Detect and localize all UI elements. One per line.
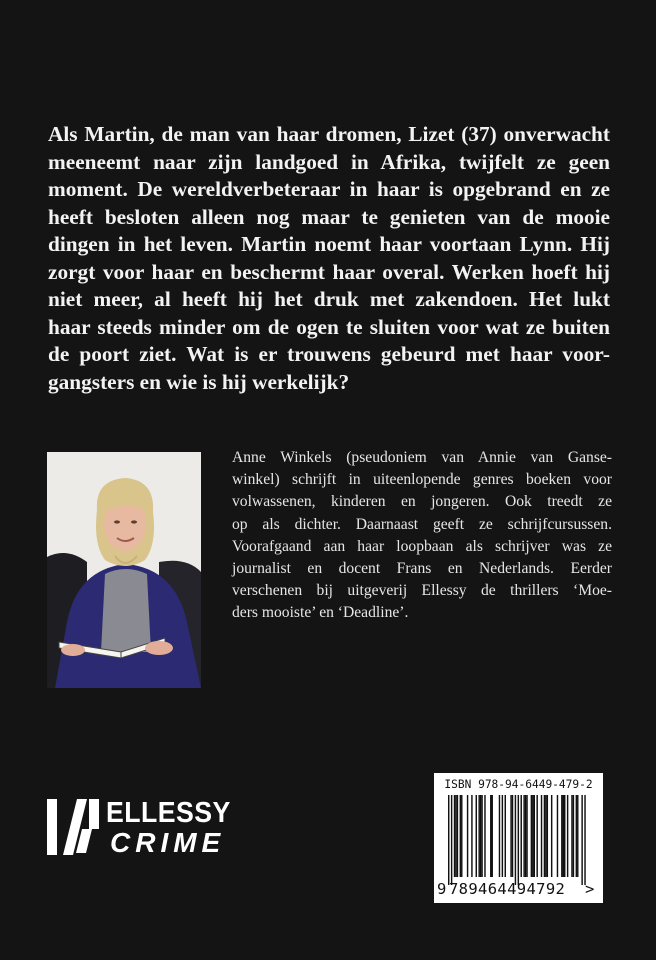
barcode-bar [584,795,585,885]
barcode-bar [564,795,565,877]
barcode-bar [545,795,546,877]
barcode-bar [457,795,458,877]
barcode-bar [544,795,545,877]
bio-line: ders mooiste’ en ‘Deadline’. [232,604,409,622]
barcode-bar [547,795,548,877]
author-bio [232,447,612,625]
barcode-bar [521,795,522,877]
publisher-imprint: CRIME [110,827,226,858]
barcode-bar [460,795,461,877]
publisher-name: ELLESSY [106,797,231,829]
barcode-bar [576,795,577,877]
barcode-bar [454,795,455,877]
barcode-bar [518,795,519,885]
bio-line: Anne Winkels (pseudoniem van Annie van Ganse- [232,449,612,466]
barcode-bar [512,795,513,877]
blurb-line: meeneemt naar zijn landgoed in Afrika, twijfelt ze geen [48,149,610,174]
barcode-bar [499,795,500,877]
bio-line: journalist en docent Frans en Nederlands. Eerder [232,560,612,578]
bio-line: op als dichter. Daarnaast geeft ze schrijfcursussen. [232,515,612,533]
blurb-line: haar steeds minder om de ogen te sluiten voor wat ze buiten [48,314,610,339]
blurb-line: de poort ziet. Wat is er trouwens gebeurd met haar voor- [48,342,610,366]
author-photo [47,452,201,688]
bio-line: winkel) schrijft in uiteenlopende genres boeken voor [232,471,612,489]
blurb-line: Als Martin, de man van haar dromen, Lizet (37) onverwacht [48,122,610,146]
barcode-bar [534,795,535,877]
barcode-bar [532,795,533,877]
isbn-barcode [434,773,603,903]
barcode-bar [571,795,572,877]
barcode-bar [467,795,468,877]
blurb-line: dingen in het leven. Martin noemt haar voortaan Lynn. Hij [48,232,610,256]
blurb-line: moment. De wereldverbeteraar in haar is opgebrand en ze [48,177,610,201]
barcode-bar [480,795,481,877]
barcode-bar [510,795,511,877]
blurb-line: gangsters en wie is hij werkelijk? [48,369,350,394]
barcode-first-digit: 9 [437,880,447,898]
barcode-bar [526,795,527,877]
barcode-bar [455,795,456,877]
quiet-zone-mark: > [585,880,595,898]
barcode-bar [478,795,479,877]
barcode-bar [561,795,562,877]
barcode-bar [577,795,578,877]
bio-line: verschenen bij uitgeverij Ellessy de thrillers ‘Moe- [232,582,612,600]
barcode-bar [531,795,532,877]
barcode-bar [484,795,485,877]
barcode-bar [536,795,537,877]
barcode-bar [448,795,449,885]
barcode-bar [523,795,524,877]
barcode-bar [515,795,516,885]
barcode-bar [525,795,526,877]
barcode-bar [502,795,503,877]
blurb-line: heeft besloten alleen nog maar te genieten van de mooie [48,204,610,229]
barcode-bar [461,795,462,877]
barcode-digit-group: 789464494792 [449,880,566,898]
barcode-bar [567,795,568,877]
barcode-bar [581,795,582,885]
bio-line: Voorafgaand aan haar loopbaan als schrijver was ze [232,537,612,555]
publisher-logo [46,797,256,859]
barcode-bar [492,795,493,877]
blurb-line: zorgt voor haar en beschermt haar overal. Werken hoeft hij [48,259,610,284]
barcode-bar [551,795,552,877]
barcode-bar [476,795,477,877]
isbn-label: ISBN 978-94-6449-479-2 [444,778,593,791]
barcode-bar [481,795,482,877]
publisher-logo-mark-icon [46,797,106,859]
barcode-bar [557,795,558,877]
barcode-bar [471,795,472,877]
bio-line: volwassenen, kinderen en jongeren. Ook treedt ze [232,493,612,511]
blurb-line: niet meer, al heeft hij het druk met zakendoen. Het lukt [48,287,610,311]
back-cover-blurb [48,121,610,396]
barcode-bar [451,795,452,885]
barcode-bar [563,795,564,877]
barcode-bar [573,795,574,877]
barcode-bar [505,795,506,877]
barcode-bar [541,795,542,877]
barcode-bar [490,795,491,877]
